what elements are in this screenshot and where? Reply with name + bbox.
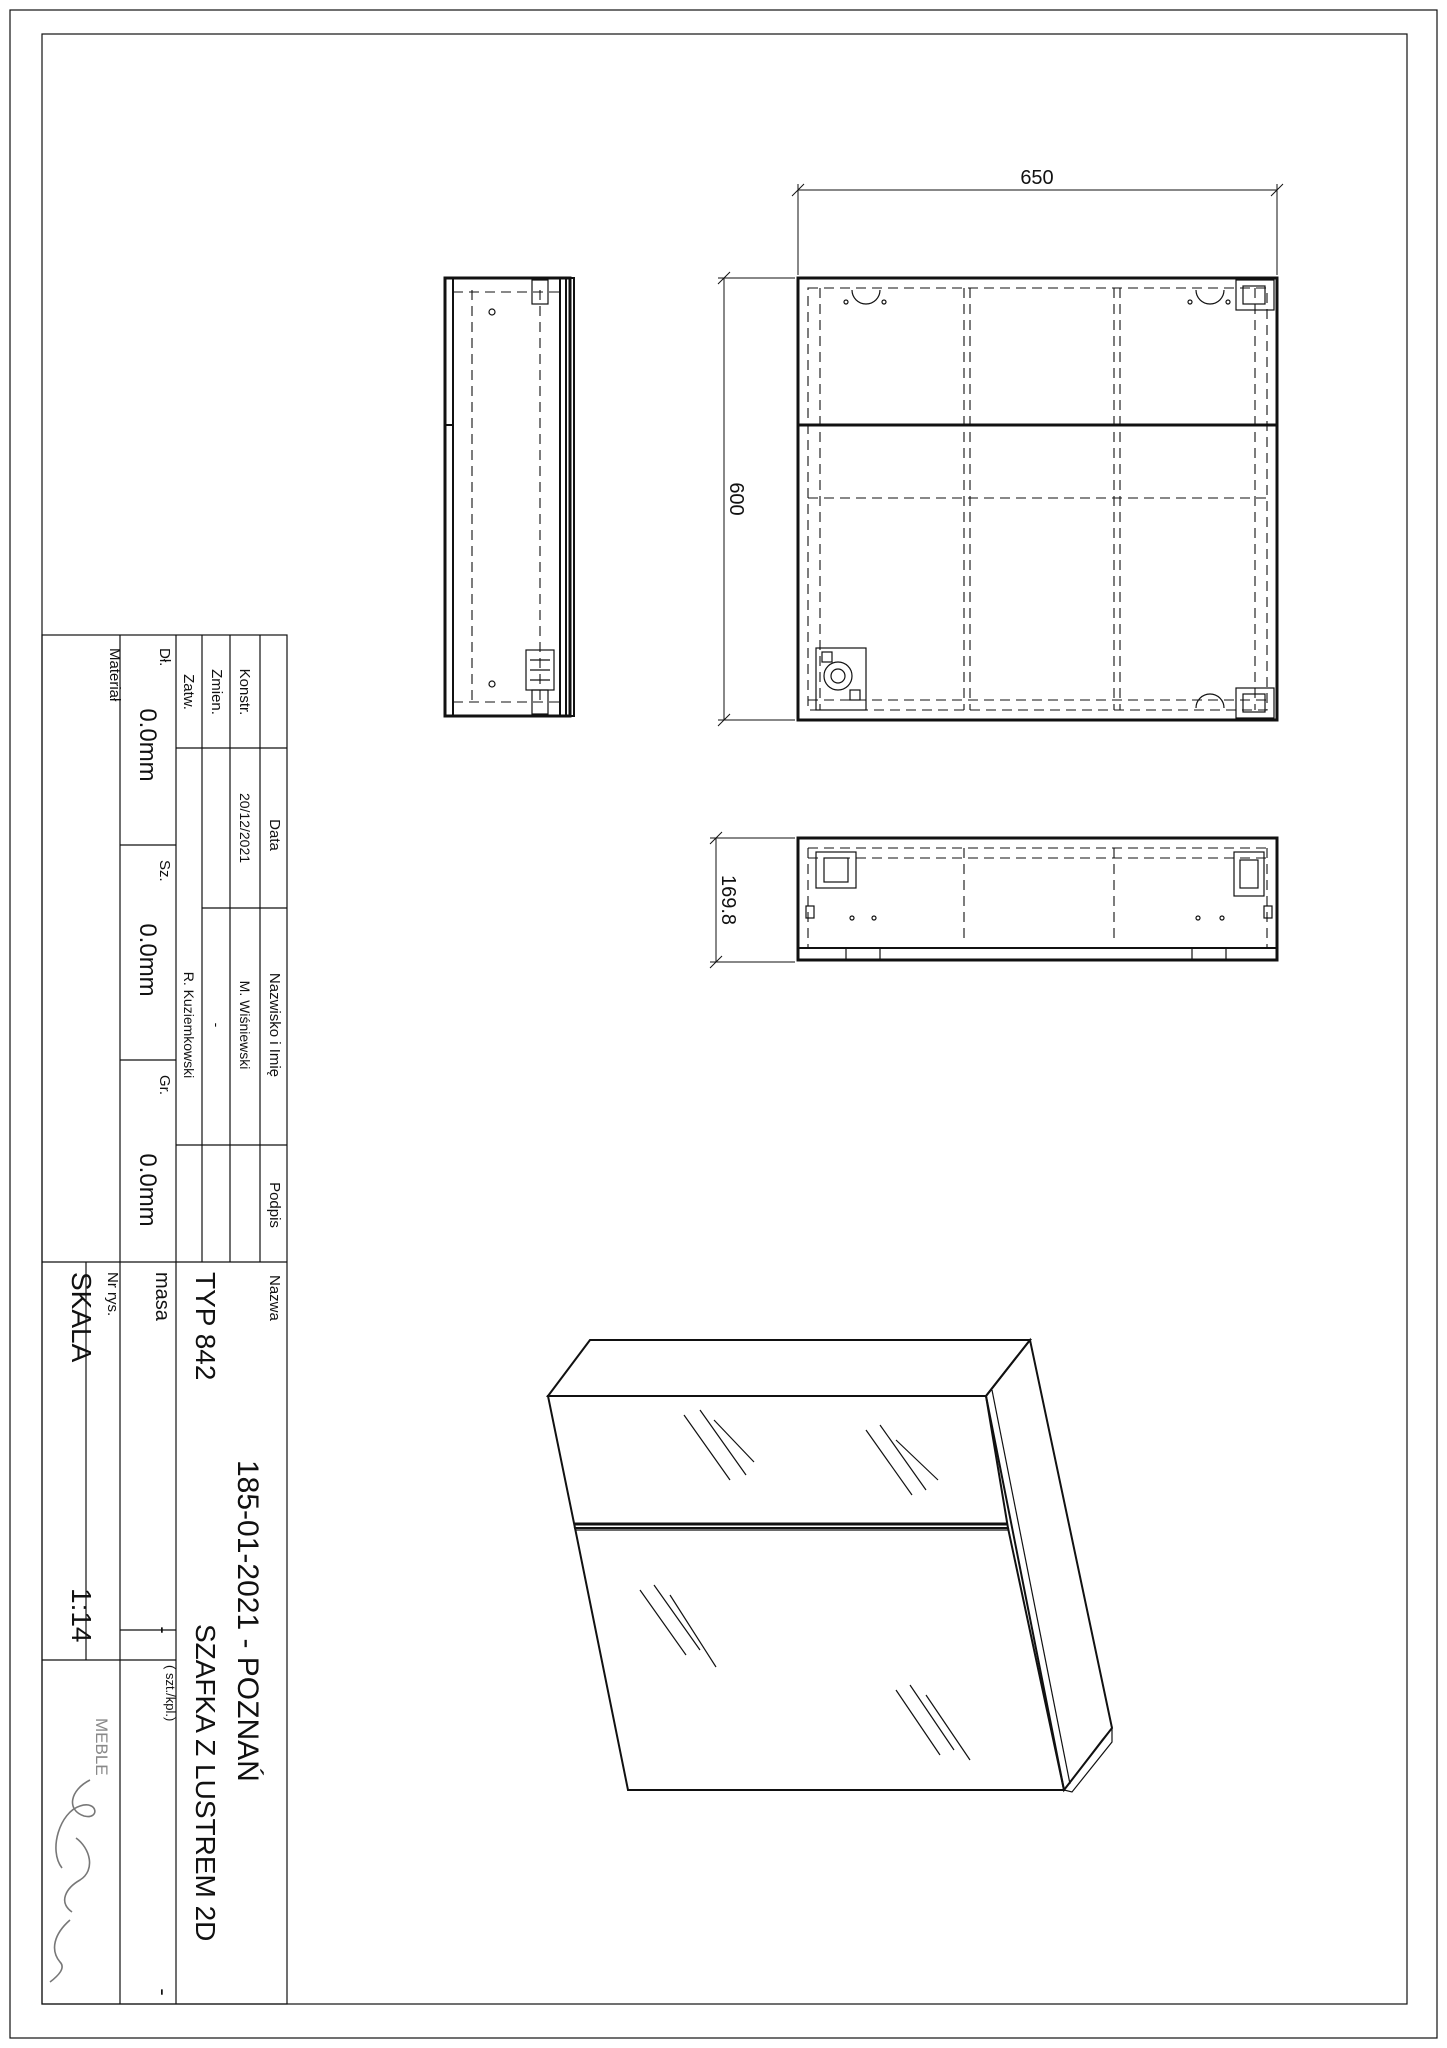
- label-scale: SKALA: [66, 1272, 97, 1363]
- logo-text: MEBLE: [92, 1718, 111, 1776]
- label-length: Dł.: [156, 648, 173, 667]
- label-mass: masa: [151, 1272, 173, 1321]
- header-name: Nazwisko i Imię: [266, 972, 283, 1078]
- label-width: Sz.: [156, 860, 173, 882]
- value-quantity: -: [151, 1988, 176, 1996]
- row-konstr-role: Konstr.: [236, 668, 253, 716]
- value-mass: -: [151, 1626, 176, 1634]
- project-code: 185-01-2021 - POZNAŃ: [231, 1460, 264, 1782]
- label-drawing-no: Nr rys.: [104, 1272, 121, 1317]
- product-name: SZAFKA Z LUSTREM 2D: [190, 1624, 221, 1942]
- depth-dimension: [710, 832, 795, 968]
- depth-dimension-label: 169.8: [717, 874, 739, 926]
- row-konstr-name: M. Wiśniewski: [237, 980, 253, 1070]
- title-block: [42, 635, 287, 2004]
- row-zmien-role: Zmien.: [208, 669, 225, 715]
- type-label: TYP 842: [190, 1272, 221, 1381]
- value-thickness: 0.0mm: [134, 1153, 161, 1227]
- isometric-view: [548, 1340, 1112, 1792]
- header-date: Data: [266, 819, 283, 851]
- label-quantity: ( szt./kpl.): [163, 1665, 178, 1722]
- front-view: [798, 278, 1277, 720]
- height-dimension: [718, 272, 795, 726]
- label-material: Materiał: [106, 648, 123, 702]
- row-zmien-name: -: [209, 1022, 225, 1028]
- row-konstr-date: 20/12/2021: [237, 792, 253, 864]
- header-title: Nazwa: [266, 1275, 283, 1321]
- top-view: [798, 838, 1277, 960]
- value-scale: 1:14: [66, 1588, 97, 1643]
- logo-signature: [50, 1780, 95, 1982]
- company-logo: [50, 1718, 111, 1982]
- row-zatw-role: Zatw.: [180, 674, 197, 710]
- row-zatw-name: R. Kuziemkowski: [181, 971, 197, 1079]
- width-dimension: [792, 167, 1283, 275]
- header-signature: Podpis: [266, 1182, 283, 1228]
- value-width: 0.0mm: [134, 923, 161, 997]
- side-view: [445, 278, 574, 716]
- label-thickness: Gr.: [156, 1075, 173, 1096]
- value-length: 0.0mm: [134, 708, 161, 782]
- width-dimension-label: 650: [1020, 167, 1054, 189]
- height-dimension-label: 600: [725, 482, 747, 516]
